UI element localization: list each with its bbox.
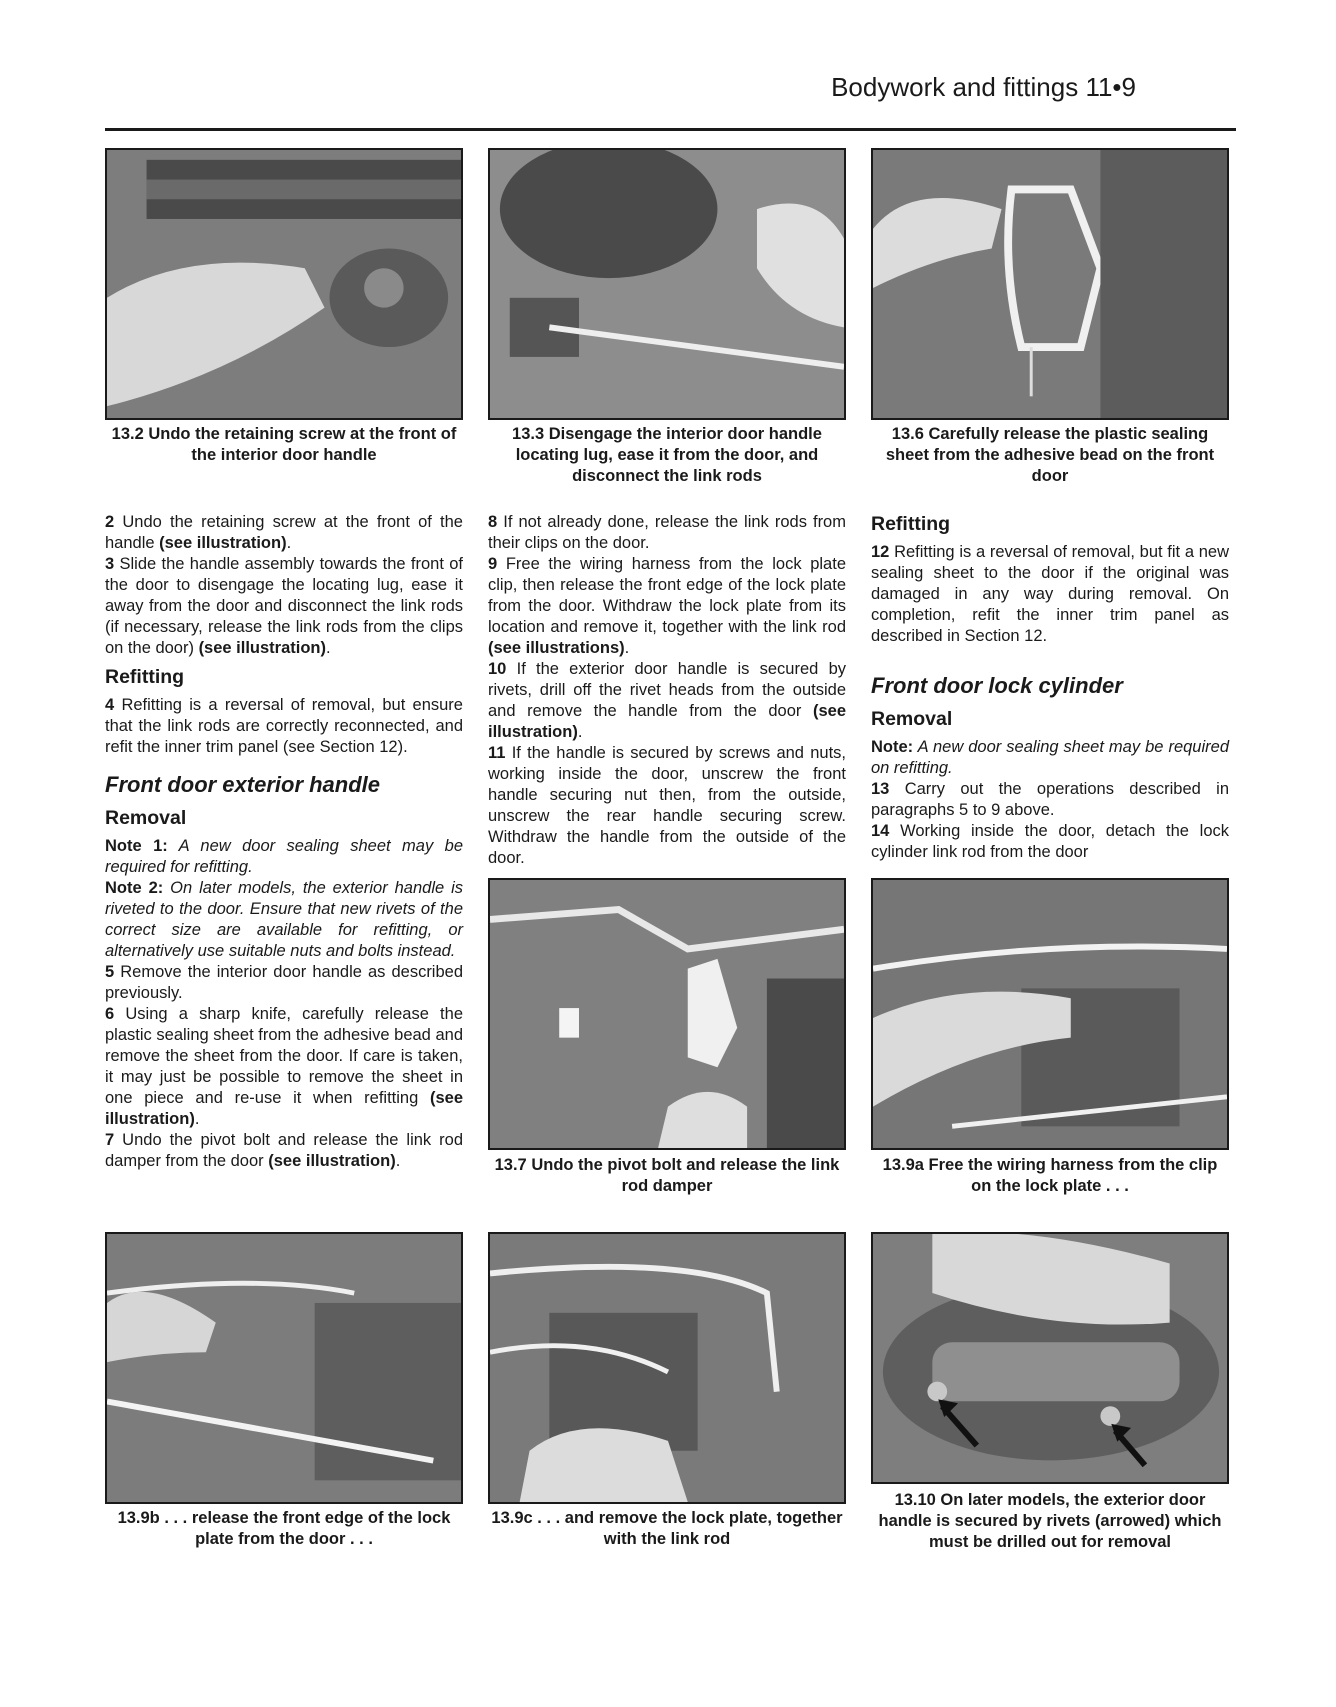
note-2: Note 2: On later models, the exterior handle is riveted to the door. Ensure that new rivets of the correct size are available for refitting, or alternatively use suitable nuts and bolts instead. (105, 879, 463, 960)
paragraph-13: 13 Carry out the operations described in paragraphs 5 to 9 above. (871, 780, 1229, 819)
page-header-title: Bodywork and fittings 11•9 (831, 72, 1136, 102)
photo-13-10 (871, 1232, 1229, 1484)
paragraph-7: 7 Undo the pivot bolt and release the link rod damper from the door (see illustration). (105, 1131, 463, 1170)
photo-13-3 (488, 148, 846, 420)
caption-13-9b: 13.9b . . . release the front edge of the lock plate from the door . . . (117, 1509, 451, 1548)
section-heading-lock-cylinder: Front door lock cylinder (871, 673, 1123, 698)
paragraph-9: 9 Free the wiring harness from the lock plate clip, then release the front edge of the lock plate from the door. Withdraw the lock plate from its location and remove it, together with the link rod (see illustrations). (488, 555, 846, 657)
photo-13-9b (105, 1232, 463, 1504)
paragraph-14: 14 Working inside the door, detach the lock cylinder link rod from the door (871, 822, 1229, 861)
photo-13-6 (871, 148, 1229, 420)
paragraph-6: 6 Using a sharp knife, carefully release the plastic sealing sheet from the adhesive bead and remove the sheet from the door. If care is taken, it may just be possible to remove the sheet in one piece and re-use it when refitting (see illustration). (105, 1005, 463, 1128)
removal-heading: Removal (871, 708, 953, 730)
photo-13-7 (488, 878, 846, 1150)
paragraph-5: 5 Remove the interior door handle as described previously. (105, 963, 464, 1002)
text-column-3 (871, 512, 1229, 863)
paragraph-2: 2 Undo the retaining screw at the front of the handle (see illustration). (105, 513, 463, 552)
paragraph-10: 10 If the exterior door handle is secured by rivets, drill off the rivet heads from the outside and remove the handle from the door (see illustration). (488, 660, 846, 741)
text-column-1 (105, 512, 463, 1172)
paragraph-3: 3 Slide the handle assembly towards the front of the door to disengage the locating lug, ease it away from the door and disconnect the link rods (if necessary, release the link rods from the clips on the door) (see illustration). (105, 555, 463, 657)
paragraph-11: 11 If the handle is secured by screws and nuts, working inside the door, unscrew the front handle securing nut then, from the outside, unscrew the rear handle securing screw. Withdraw the handle from the outside of the door. (488, 744, 846, 867)
caption-13-9c: 13.9c . . . and remove the lock plate, together with the link rod (491, 1509, 843, 1548)
refitting-heading: Refitting (871, 513, 951, 535)
paragraph-8: 8 If not already done, release the link rods from their clips on the door. (488, 513, 846, 552)
caption-13-6: 13.6 Carefully release the plastic sealing sheet from the adhesive bead on the front door (885, 425, 1215, 485)
note-1: Note 1: A new door sealing sheet may be required for refitting. (105, 837, 463, 876)
caption-13-7: 13.7 Undo the pivot bolt and release the link rod damper (494, 1156, 840, 1195)
text-column-2 (488, 512, 846, 869)
photo-13-9c (488, 1232, 846, 1504)
section-heading-exterior-handle: Front door exterior handle (105, 772, 381, 797)
caption-13-2: 13.2 Undo the retaining screw at the front of the interior door handle (111, 425, 457, 464)
photo-13-9a (871, 878, 1229, 1150)
paragraph-4: 4 Refitting is a reversal of removal, but ensure that the link rods are correctly reconnected, and refit the inner trim panel (see Section 12). (105, 696, 463, 756)
caption-13-3: 13.3 Disengage the interior door handle locating lug, ease it from the door, and disconnect the link rods (512, 425, 822, 485)
refitting-heading: Refitting (105, 666, 185, 688)
caption-13-9a: 13.9a Free the wiring harness from the clip on the lock plate . . . (882, 1156, 1218, 1195)
paragraph-12: 12 Refitting is a reversal of removal, but fit a new sealing sheet to the door if the original was damaged in any way during removal. On completion, refit the inner trim panel as described in Section 12. (871, 543, 1229, 645)
header-rule (105, 128, 1236, 131)
removal-heading: Removal (105, 807, 187, 829)
note: Note: A new door sealing sheet may be required on refitting. (871, 738, 1229, 777)
photo-13-2 (105, 148, 463, 420)
caption-13-10: 13.10 On later models, the exterior door handle is secured by rivets (arrowed) which must be drilled out for removal (878, 1491, 1222, 1551)
